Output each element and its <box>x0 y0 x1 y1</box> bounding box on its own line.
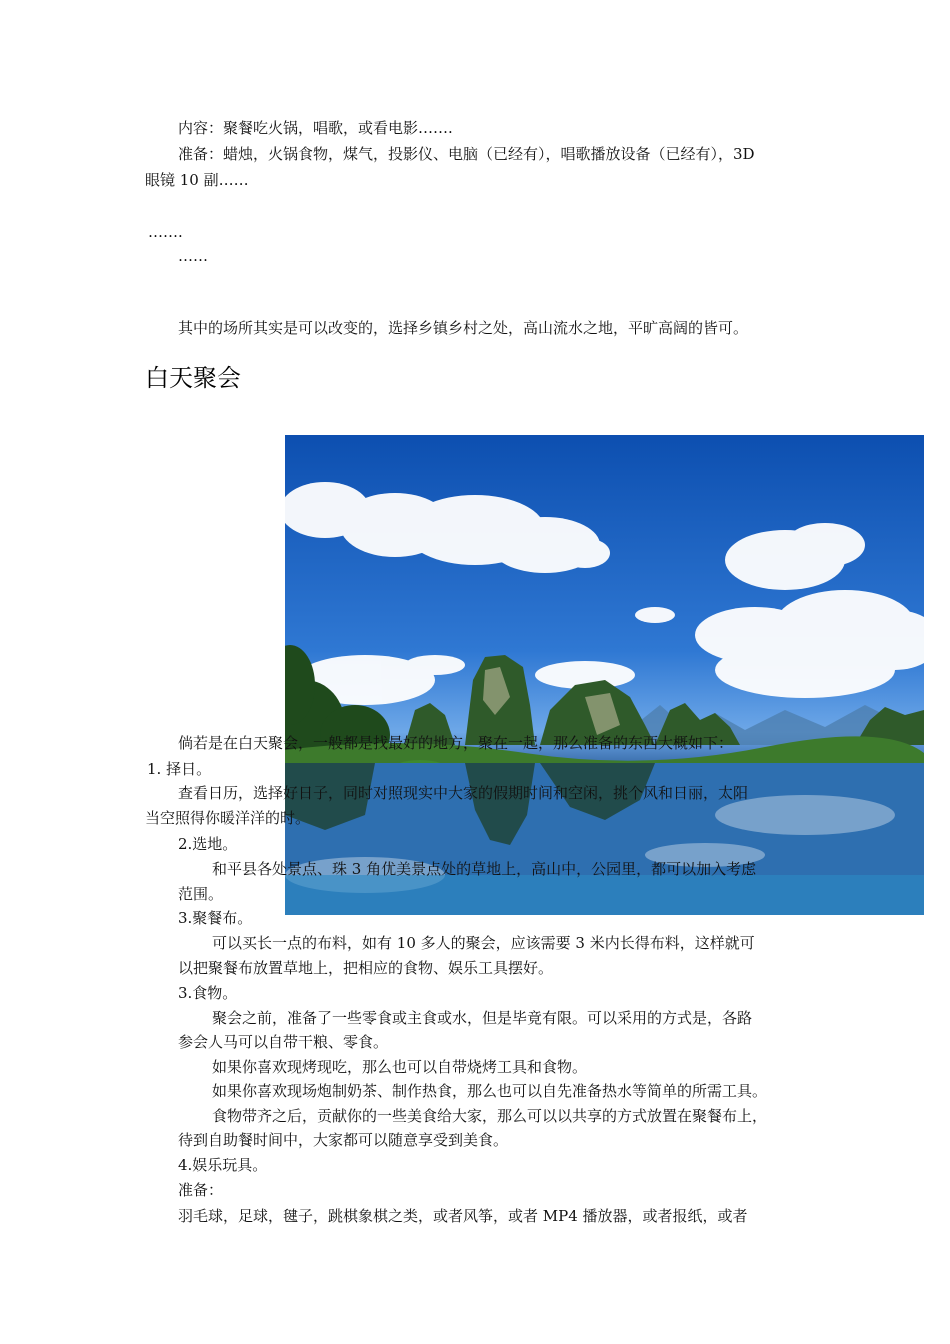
preparation-line: 准备：蜡烛，火锅食物，煤气，投影仪、电脑（已经有），唱歌播放设备（已经有），3D <box>178 145 755 163</box>
food-text-3: 如果你喜欢现场炮制奶茶、制作热食，那么也可以自先准备热水等简单的所需工具。 <box>212 1082 768 1100</box>
venue-note: 其中的场所其实是可以改变的，选择乡镇乡村之处，高山流水之地，平旷高阔的皆可。 <box>178 319 749 337</box>
food-text-2: 如果你喜欢现烤现吃，那么也可以自带烧烤工具和食物。 <box>212 1058 588 1076</box>
food-text-4: 食物带齐之后，贡献你的一些美食给大家，那么可以以共享的方式放置在聚餐布上， <box>212 1107 768 1125</box>
ellipsis-line-1: ……. <box>148 223 183 241</box>
food-title: 3.食物。 <box>178 984 238 1002</box>
food-text-4-cont: 待到自助餐时间中，大家都可以随意享受到美食。 <box>178 1131 509 1149</box>
food-text-1-cont: 参会人马可以自带干粮、零食。 <box>178 1033 389 1051</box>
item-1-text: 查看日历，选择好日子，同时对照现实中大家的假期时间和空闲，挑个风和日丽，太阳 <box>178 784 749 802</box>
preparation-line-cont: 眼镜 10 副…… <box>145 171 249 189</box>
item-2-text-cont: 范围。 <box>178 885 224 903</box>
landscape-photo <box>285 435 924 915</box>
section-heading: 白天聚会 <box>145 364 241 392</box>
item-2-title: 2.选地。 <box>178 835 238 853</box>
food-text-1: 聚会之前，准备了一些零食或主食或水，但是毕竟有限。可以采用的方式是，各路 <box>212 1009 753 1027</box>
item-3-text-cont: 以把聚餐布放置草地上，把相应的食物、娱乐工具摆好。 <box>178 959 554 977</box>
item-4-text: 羽毛球，足球，毽子，跳棋象棋之类，或者风筝，或者 MP4 播放器，或者报纸，或者 <box>178 1207 748 1225</box>
item-1-text-cont: 当空照得你暖洋洋的时。 <box>145 809 311 827</box>
item-3-title: 3.聚餐布。 <box>178 909 253 927</box>
item-4-prep: 准备： <box>178 1181 224 1199</box>
content-line: 内容：聚餐吃火锅，唱歌，或看电影……. <box>178 119 453 137</box>
item-1-title: 1. 择日。 <box>147 760 212 778</box>
item-2-text: 和平县各处景点、珠 3 角优美景点处的草地上，高山中，公园里，都可以加入考虑 <box>212 860 757 878</box>
daytime-intro: 倘若是在白天聚会，一般都是找最好的地方，聚在一起，那么准备的东西大概如下： <box>178 734 734 752</box>
ellipsis-line-2: …… <box>178 247 208 265</box>
item-4-title: 4.娱乐玩具。 <box>178 1156 268 1174</box>
item-3-text: 可以买长一点的布料，如有 10 多人的聚会，应该需要 3 米内长得布料，这样就可 <box>212 934 755 952</box>
